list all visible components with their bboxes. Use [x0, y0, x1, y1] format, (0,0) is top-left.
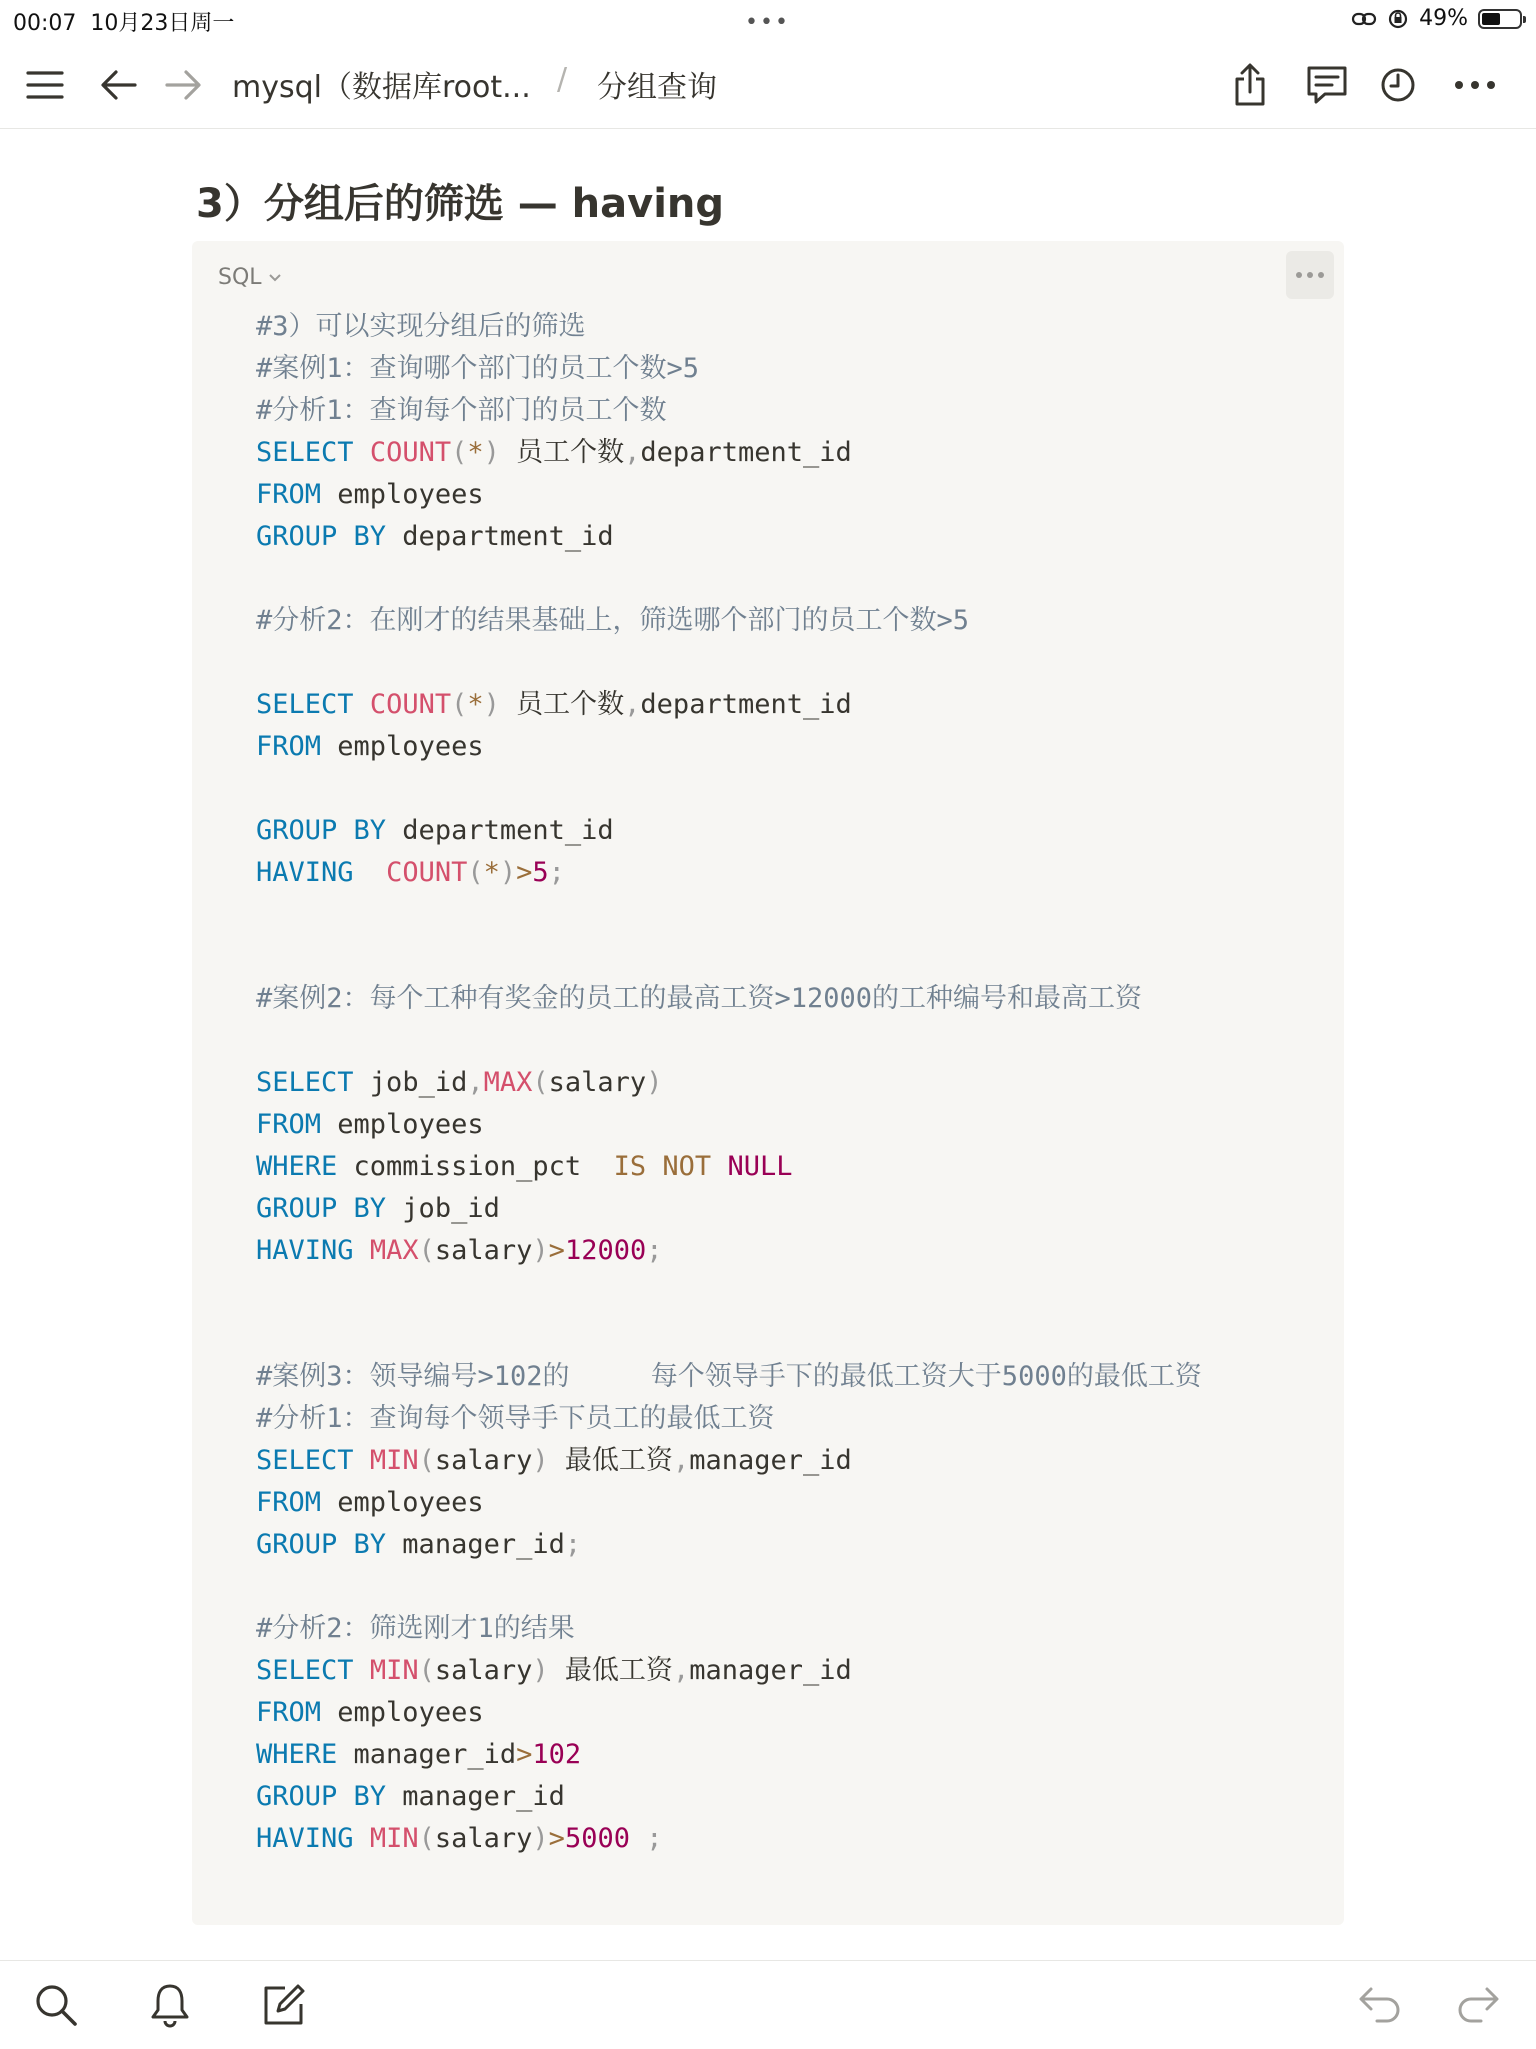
code-token: > [548, 1823, 565, 1854]
code-token: , [672, 1655, 690, 1686]
code-token: GROUP BY [256, 1193, 387, 1224]
code-line [256, 558, 1202, 600]
code-token: ( [532, 1067, 549, 1098]
code-token: manager_id [689, 1445, 852, 1476]
code-token [354, 1445, 370, 1476]
code-token: SELECT [256, 1445, 354, 1476]
code-token: salary [434, 1445, 533, 1476]
code-token: department_id [640, 689, 852, 720]
code-token [354, 1235, 370, 1266]
code-line [256, 1230, 1202, 1272]
redo-icon [1455, 1985, 1501, 2025]
redo-button[interactable] [1452, 1979, 1504, 2031]
code-line [256, 1776, 1202, 1818]
code-token: ) [483, 437, 500, 468]
status-time-date: 00:07 10月23日周一 [13, 11, 235, 36]
code-line [256, 1818, 1202, 1860]
code-line [256, 768, 1202, 810]
multitask-dots-icon[interactable]: ••• [745, 10, 790, 35]
top-navigation [0, 42, 1536, 129]
code-token: FROM [256, 1697, 322, 1728]
code-token: , [672, 1445, 690, 1476]
code-token: ) [532, 1655, 549, 1686]
clock-icon [1379, 66, 1417, 104]
code-token: ) [499, 857, 517, 888]
code-line [256, 684, 1202, 726]
code-line [256, 1692, 1202, 1734]
code-token: WHERE [256, 1151, 338, 1182]
chevron-down-icon [268, 273, 282, 283]
code-token: * [467, 437, 484, 468]
code-token: SELECT [256, 1067, 354, 1098]
code-token: , [624, 689, 641, 720]
code-block-more-button[interactable] [1286, 251, 1334, 299]
code-token: COUNT [369, 437, 452, 468]
code-line [256, 1440, 1202, 1482]
code-token: 12000 [564, 1235, 647, 1266]
code-line [256, 1272, 1202, 1314]
code-line [256, 1734, 1202, 1776]
code-token: ) [483, 689, 500, 720]
code-content[interactable] [256, 306, 1202, 1860]
code-line [256, 1314, 1202, 1356]
code-block[interactable] [192, 241, 1344, 1925]
code-token [354, 689, 370, 720]
new-page-button[interactable] [258, 1979, 310, 2031]
code-token: ( [451, 689, 468, 720]
code-token [711, 1151, 727, 1182]
code-line [256, 348, 1202, 390]
bottom-toolbar [0, 1960, 1536, 2049]
status-indicators [1351, 6, 1522, 31]
code-line [256, 306, 1202, 348]
code-token: department_id [386, 521, 614, 552]
rotation-lock-icon [1387, 8, 1409, 30]
code-line [256, 810, 1202, 852]
code-token: GROUP BY [256, 1781, 387, 1812]
code-token: job_id [386, 1193, 500, 1224]
bell-icon [149, 1982, 191, 2028]
code-line [256, 1398, 1202, 1440]
code-line [256, 432, 1202, 474]
code-line [256, 1482, 1202, 1524]
comments-button[interactable] [1302, 60, 1352, 110]
code-line [256, 1524, 1202, 1566]
arrow-right-icon [164, 68, 202, 102]
code-token: MIN [369, 1655, 419, 1686]
code-token: ) [532, 1823, 549, 1854]
code-token: * [467, 689, 484, 720]
code-token: ( [451, 437, 468, 468]
code-line [256, 726, 1202, 768]
code-token: SELECT [256, 1655, 354, 1686]
code-line [256, 642, 1202, 684]
code-token: MIN [369, 1823, 419, 1854]
code-token: GROUP BY [256, 1529, 387, 1560]
link-icon [1351, 9, 1377, 29]
menu-button[interactable] [20, 60, 70, 110]
section-heading: 3）分组后的筛选 — having [196, 181, 725, 227]
code-token: HAVING [256, 1235, 354, 1266]
code-token: SELECT [256, 689, 354, 720]
code-token [354, 1655, 370, 1686]
back-button[interactable] [94, 60, 144, 110]
code-token: HAVING [256, 1823, 354, 1854]
code-line [256, 1104, 1202, 1146]
code-token: COUNT [386, 857, 468, 888]
battery-percent: 49% [1419, 6, 1468, 31]
code-token: ; [564, 1529, 582, 1560]
code-token: 员工个数 [499, 689, 625, 720]
code-token: ; [646, 1235, 663, 1266]
code-token: employees [321, 479, 484, 510]
code-token: FROM [256, 731, 322, 762]
code-token [354, 1823, 370, 1854]
breadcrumb-current[interactable]: 分组查询 [597, 70, 717, 105]
breadcrumb-parent[interactable]: mysql（数据库root... [232, 70, 531, 105]
code-line [256, 1650, 1202, 1692]
code-token: #分析2：在刚才的结果基础上，筛选哪个部门的员工个数>5 [256, 605, 970, 636]
breadcrumb-separator: / [557, 62, 568, 97]
code-token: NULL [727, 1151, 793, 1182]
code-token: ) [646, 1067, 663, 1098]
code-line [256, 600, 1202, 642]
code-token: 5000 [564, 1823, 630, 1854]
code-token: 102 [532, 1739, 582, 1770]
code-token [354, 857, 387, 888]
more-icon [1295, 271, 1325, 279]
code-token: MAX [369, 1235, 419, 1266]
notifications-button[interactable] [144, 1979, 196, 2031]
code-token: department_id [640, 437, 852, 468]
code-token: 最低工资 [548, 1445, 673, 1476]
code-line [256, 516, 1202, 558]
code-token: > [516, 857, 533, 888]
code-language-label: SQL [218, 265, 262, 290]
search-icon [34, 1983, 78, 2027]
code-line [256, 852, 1202, 894]
code-token: ) [532, 1445, 549, 1476]
status-bar [0, 0, 1536, 42]
code-line [256, 474, 1202, 516]
code-token: department_id [386, 815, 614, 846]
code-token: > [548, 1235, 565, 1266]
code-line [256, 390, 1202, 432]
code-line [256, 936, 1202, 978]
code-token: 员工个数 [499, 437, 625, 468]
code-token: ; [646, 1823, 663, 1854]
code-token: #3）可以实现分组后的筛选 [256, 311, 586, 342]
more-options-button[interactable] [1450, 60, 1500, 110]
code-token: GROUP BY [256, 521, 387, 552]
search-button[interactable] [30, 1979, 82, 2031]
forward-button[interactable] [158, 60, 208, 110]
code-token: ( [418, 1655, 435, 1686]
code-token: job_id [353, 1067, 468, 1098]
code-token [354, 437, 370, 468]
battery-icon [1478, 9, 1522, 29]
code-token: HAVING [256, 857, 354, 888]
code-token: salary [434, 1235, 533, 1266]
code-token: #分析1：查询每个领导手下员工的最低工资 [256, 1403, 775, 1434]
code-token: #案例2：每个工种有奖金的员工的最高工资>12000的工种编号和最高工资 [256, 983, 1143, 1014]
code-line [256, 1566, 1202, 1608]
code-token: * [483, 857, 500, 888]
code-token: FROM [256, 479, 322, 510]
code-token: salary [434, 1823, 533, 1854]
code-token: WHERE [256, 1739, 338, 1770]
code-token: manager_id [386, 1529, 565, 1560]
code-token: #分析1：查询每个部门的员工个数 [256, 395, 667, 426]
code-line [256, 1188, 1202, 1230]
code-language-selector[interactable] [218, 265, 282, 290]
code-token: , [624, 437, 641, 468]
share-icon [1231, 63, 1269, 107]
code-token: FROM [256, 1109, 322, 1140]
code-token: employees [321, 1109, 484, 1140]
code-token: #分析2：筛选刚才1的结果 [256, 1613, 575, 1644]
code-token: #案例3：领导编号>102的 每个领导手下的最低工资大于5000的最低工资 [256, 1361, 1202, 1392]
compose-icon [261, 1982, 307, 2028]
code-token: manager_id [337, 1739, 517, 1770]
code-line [256, 1608, 1202, 1650]
code-token: IS NOT [613, 1151, 712, 1182]
undo-button[interactable] [1354, 1979, 1406, 2031]
code-token [630, 1823, 646, 1854]
code-token: MIN [369, 1445, 419, 1476]
code-token: > [516, 1739, 533, 1770]
menu-icon [25, 68, 65, 102]
code-token: MAX [483, 1067, 533, 1098]
code-line [256, 1356, 1202, 1398]
undo-icon [1357, 1985, 1403, 2025]
code-token: ( [418, 1445, 435, 1476]
code-token: , [467, 1067, 484, 1098]
code-line [256, 894, 1202, 936]
code-token: GROUP BY [256, 815, 387, 846]
code-token: COUNT [369, 689, 452, 720]
code-token: FROM [256, 1487, 322, 1518]
comment-icon [1305, 64, 1349, 106]
code-token: commission_pct [337, 1151, 614, 1182]
code-line [256, 1020, 1202, 1062]
code-token: employees [321, 1697, 484, 1728]
code-line [256, 1062, 1202, 1104]
code-line [256, 978, 1202, 1020]
code-token: employees [321, 1487, 484, 1518]
code-token: ( [467, 857, 484, 888]
code-token: ( [418, 1235, 435, 1266]
code-token: manager_id [386, 1781, 565, 1812]
code-token: #案例1：查询哪个部门的员工个数>5 [256, 353, 700, 384]
code-token: salary [548, 1067, 647, 1098]
code-token: ( [418, 1823, 435, 1854]
history-button[interactable] [1373, 60, 1423, 110]
more-icon [1453, 79, 1497, 91]
code-token: employees [321, 731, 484, 762]
code-token: ) [532, 1235, 549, 1266]
code-token: salary [434, 1655, 533, 1686]
share-button[interactable] [1225, 60, 1275, 110]
code-token: 最低工资 [548, 1655, 673, 1686]
code-line [256, 1146, 1202, 1188]
arrow-left-icon [100, 68, 138, 102]
code-token: manager_id [689, 1655, 852, 1686]
code-token: 5 [532, 857, 549, 888]
code-token: ; [548, 857, 565, 888]
code-token: SELECT [256, 437, 354, 468]
